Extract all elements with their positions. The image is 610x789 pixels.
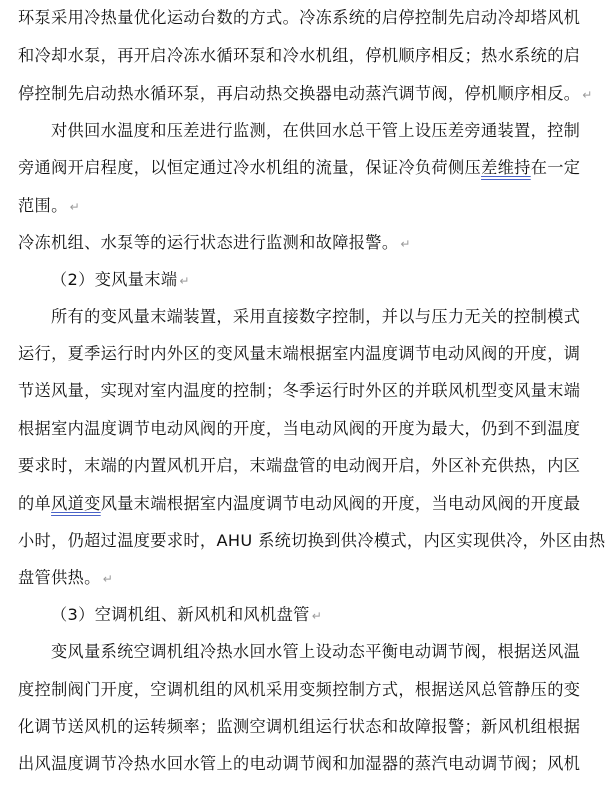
line-text: 度控制阀门开度，空调机组的风机采用变频控制方式，根据送风总管静压的变 — [18, 680, 581, 699]
section-heading — [51, 270, 610, 290]
text-line — [18, 754, 598, 774]
line-text: 节送风量，实现对室内温度的控制；冬季运行时外区的并联风机型变风量末端 — [18, 381, 581, 400]
line-text: 运行，夏季运行时内外区的变风量末端根据室内温度调节电动风阀的开度，调 — [18, 344, 581, 363]
line-text: 和冷却水泵，再开启冷冻水循环泵和冷水机组，停机顺序相反；热水系统的启 — [18, 46, 581, 65]
line-text: 化调节送风机的运转频率；监测空调机组运行状态和故障报警；新风机组根据 — [18, 717, 581, 736]
line-text: 停控制先启动热水循环泵，再启动热交换器电动蒸汽调节阀，停机顺序相反。 — [18, 84, 581, 103]
line-text: 范围。 — [18, 196, 68, 215]
text-line — [51, 121, 610, 141]
text-line — [18, 344, 598, 364]
line-text: 所有的变风量末端装置，采用直接数字控制，并以与压力无关的控制模式 — [51, 307, 581, 326]
text-line — [18, 680, 598, 700]
heading-text: （3）空调机组、新风机和风机盘管 — [51, 605, 310, 624]
text-line — [18, 381, 598, 401]
line-text: 要求时，末端的内置风机开启，末端盘管的电动阀开启，外区补充供热，内区 — [18, 456, 581, 475]
line-text: 的单 — [18, 494, 52, 513]
grammar-underlined-text[interactable]: 差维持 — [481, 158, 531, 177]
line-text: 在一定 — [530, 158, 581, 177]
text-line — [18, 419, 598, 439]
line-text: 风量末端根据室内温度调节电动风阀的开度，当电动风阀的开度最 — [100, 494, 581, 513]
paragraph-mark-icon: ↵ — [179, 274, 190, 288]
paragraph-mark-icon: ↵ — [311, 609, 323, 623]
text-line — [18, 568, 598, 588]
line-text: 变风量系统空调机组冷热水回水管上设动态平衡电动调节阀，根据送风温 — [51, 642, 581, 661]
line-text: 环泵采用冷热量优化运动台数的方式。冷冻系统的启停控制先启动冷却塔风机 — [18, 8, 581, 27]
text-line — [18, 158, 598, 178]
paragraph-mark-icon: ↵ — [102, 572, 114, 586]
text-line — [18, 456, 598, 476]
text-line — [18, 196, 598, 216]
line-text: 根据室内温度调节电动风阀的开度，当电动风阀的开度为最大，仍到不到温度 — [18, 419, 581, 438]
text-line — [18, 494, 598, 514]
grammar-underlined-text[interactable]: 风道变 — [51, 494, 101, 513]
line-text: 旁通阀开启程度，以恒定通过冷水机组的流量，保证冷负荷侧压 — [18, 158, 482, 177]
text-line — [18, 84, 598, 104]
line-text: 出风温度调节冷热水回水管上的电动调节阀和加湿器的蒸汽电动调节阀；风机 — [18, 754, 581, 773]
line-text: 对供回水温度和压差进行监测，在供回水总干管上设压差旁通装置，控制 — [51, 121, 581, 140]
line-text: 冷冻机组、水泵等的运行状态进行监测和故障报警。 — [18, 233, 399, 252]
text-line — [18, 717, 598, 737]
text-line — [18, 233, 598, 253]
heading-text: （2）变风量末端 — [51, 270, 178, 289]
paragraph-mark-icon: ↵ — [69, 200, 81, 214]
text-line — [18, 8, 598, 28]
text-line — [51, 642, 610, 662]
text-line — [18, 531, 606, 551]
line-text: 盘管供热。 — [18, 568, 101, 587]
paragraph-mark-icon: ↵ — [582, 88, 593, 102]
section-heading — [51, 605, 610, 625]
text-line — [51, 307, 610, 327]
line-text: 小时，仍超过温度要求时，AHU 系统切换到供冷模式，内区实现供冷，外区由热 — [18, 531, 606, 550]
paragraph-mark-icon: ↵ — [400, 237, 411, 251]
text-line — [18, 46, 598, 66]
